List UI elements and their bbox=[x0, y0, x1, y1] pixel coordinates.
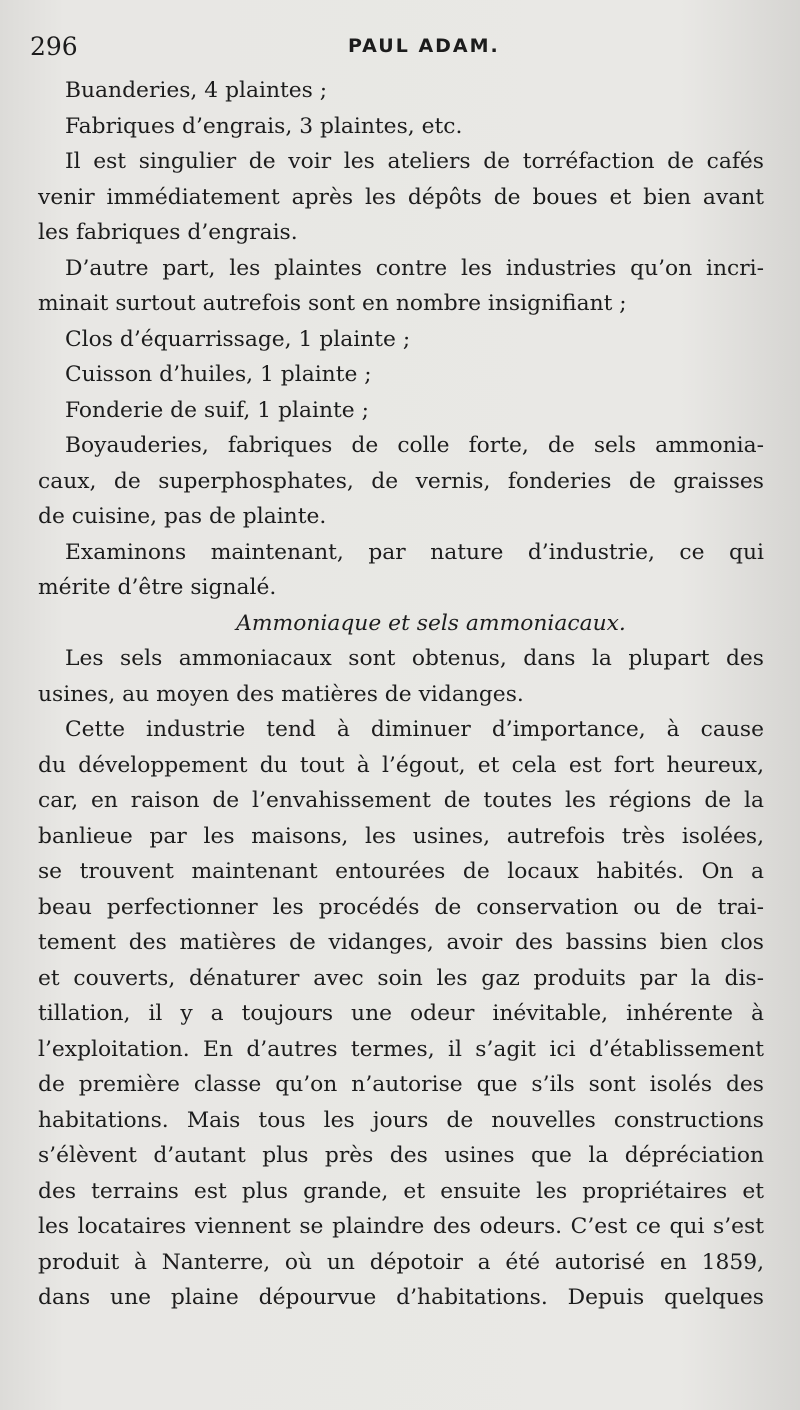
text-line: caux, de superphosphates, de vernis, fonderies de graisses bbox=[38, 468, 764, 494]
body-text bbox=[38, 73, 764, 1316]
text-line: beau perfectionner les procédés de conservation ou de trai- bbox=[38, 894, 764, 920]
text-line: Clos d’équarrissage, 1 plainte ; bbox=[65, 326, 411, 352]
text-line: minait surtout autrefois sont en nombre insignifiant ; bbox=[38, 291, 627, 316]
text-line: des terrains est plus grande, et ensuite les propriétaires et bbox=[38, 1178, 764, 1204]
text-line: tillation, il y a toujours une odeur inévitable, inhérente à bbox=[38, 1001, 764, 1026]
text-line: habitations. Mais tous les jours de nouvelles constructions bbox=[38, 1107, 764, 1133]
section-heading: Ammoniaque et sels ammoniacaux. bbox=[236, 610, 626, 636]
running-head: PAUL ADAM. bbox=[348, 35, 500, 57]
text-line: Buanderies, 4 plaintes ; bbox=[65, 78, 328, 103]
text-line: Fabriques d’engrais, 3 plaintes, etc. bbox=[65, 113, 463, 139]
text-line: l’exploitation. En d’autres termes, il s’agit ici d’établissement bbox=[38, 1036, 764, 1062]
text-line: se trouvent maintenant entourées de locaux habités. On a bbox=[38, 859, 764, 884]
text-line: de cuisine, pas de plainte. bbox=[38, 504, 327, 529]
text-line: tement des matières de vidanges, avoir des bassins bien clos bbox=[38, 930, 764, 955]
page-header bbox=[30, 30, 760, 66]
text-line: D’autre part, les plaintes contre les industries qu’on incri- bbox=[65, 255, 764, 281]
text-line: usines, au moyen des matières de vidanges. bbox=[38, 681, 524, 707]
text-line: Fonderie de suif, 1 plainte ; bbox=[65, 397, 369, 423]
text-line: Les sels ammoniacaux sont obtenus, dans la plupart des bbox=[65, 646, 764, 671]
text-line: venir immédiatement après les dépôts de boues et bien avant bbox=[38, 184, 764, 210]
text-line: et couverts, dénaturer avec soin les gaz produits par la dis- bbox=[38, 965, 764, 991]
text-line: les locataires viennent se plaindre des odeurs. C’est ce qui s’est bbox=[38, 1214, 764, 1239]
text-line: Boyauderies, fabriques de colle forte, de sels ammonia- bbox=[65, 433, 764, 458]
text-line: dans une plaine dépourvue d’habitations. Depuis quelques bbox=[38, 1285, 764, 1310]
text-line: mérite d’être signalé. bbox=[38, 575, 277, 600]
text-line: Examinons maintenant, par nature d’industrie, ce qui bbox=[65, 539, 764, 565]
text-line: Cuisson d’huiles, 1 plainte ; bbox=[65, 362, 372, 387]
text-line: Il est singulier de voir les ateliers de torréfaction de cafés bbox=[65, 149, 764, 174]
text-line: produit à Nanterre, où un dépotoir a été autorisé en 1859, bbox=[38, 1249, 764, 1275]
text-line: s’élèvent d’autant plus près des usines que la dépréciation bbox=[38, 1143, 764, 1168]
text-line: de première classe qu’on n’autorise que s’ils sont isolés des bbox=[38, 1072, 764, 1097]
text-line: banlieue par les maisons, les usines, autrefois très isolées, bbox=[38, 823, 764, 849]
page-number: 296 bbox=[30, 32, 78, 61]
text-line: les fabriques d’engrais. bbox=[38, 220, 298, 245]
text-line: car, en raison de l’envahissement de toutes les régions de la bbox=[38, 788, 764, 813]
text-line: du développement du tout à l’égout, et cela est fort heureux, bbox=[38, 752, 764, 778]
text-line: Cette industrie tend à diminuer d’importance, à cause bbox=[65, 717, 764, 742]
